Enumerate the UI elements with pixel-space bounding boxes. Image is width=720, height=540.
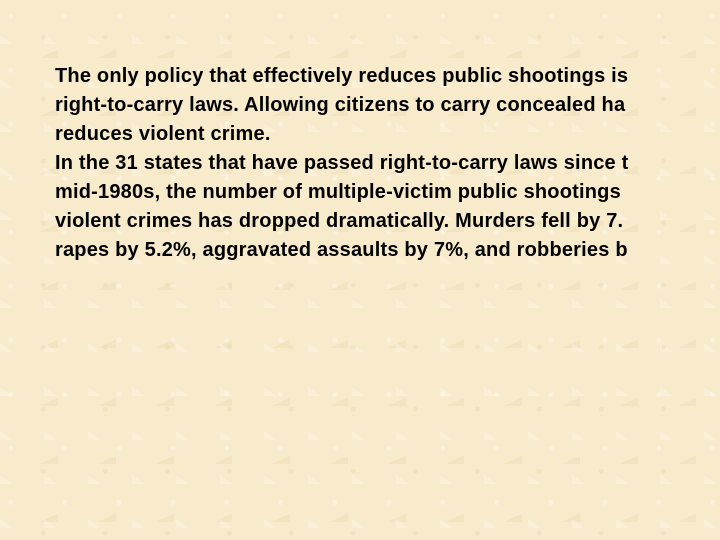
slide-text-line-7: rapes by 5.2%, aggravated assaults by 7%, and robberies b [55, 239, 628, 261]
slide-text-line-6: violent crimes has dropped dramatically. Murders fell by 7. [55, 210, 624, 232]
slide-text-line-5: mid-1980s, the number of multiple-victim public shootings [55, 181, 621, 203]
slide-body-text [55, 62, 720, 265]
slide-text-line-2: right-to-carry laws. Allowing citizens to carry concealed ha [55, 94, 626, 116]
slide-text-line-3: reduces violent crime. [55, 123, 271, 145]
slide-text-line-1: The only policy that effectively reduces public shootings is [55, 65, 629, 87]
slide-text-line-4: In the 31 states that have passed right-to-carry laws since t [55, 152, 629, 174]
